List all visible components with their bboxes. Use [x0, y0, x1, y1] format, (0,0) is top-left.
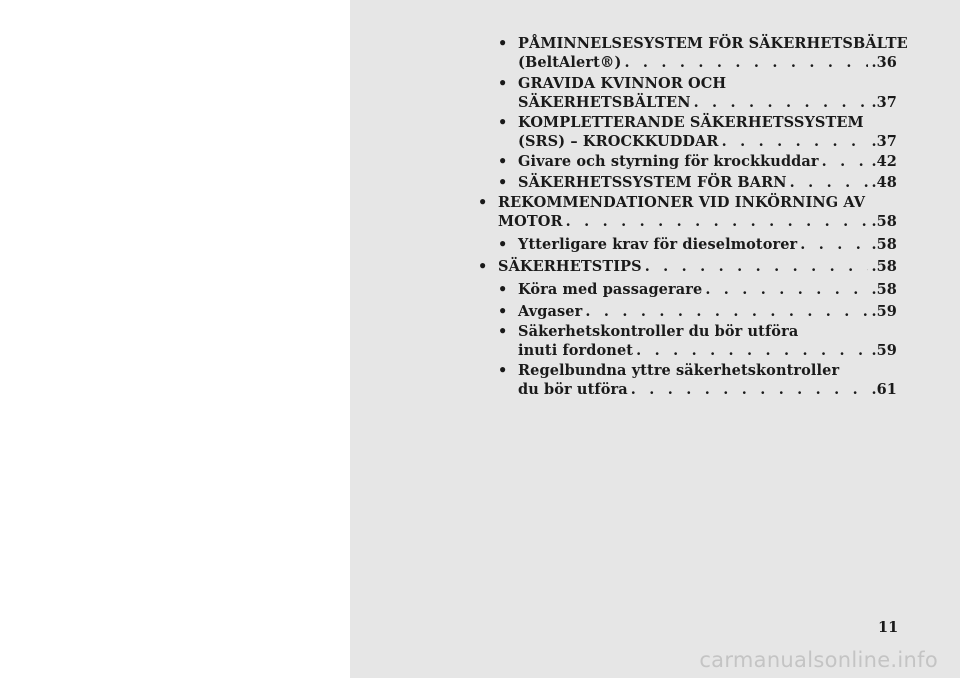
toc-entry-title: Avgaser: [518, 303, 583, 320]
toc-entry-passagerare[interactable]: [500, 280, 897, 299]
dot-leader: [636, 341, 868, 360]
toc-page-number: .58: [871, 281, 897, 298]
dot-leader: [822, 152, 869, 171]
dot-leader: [705, 280, 868, 299]
toc-entry-kontroller-inuti[interactable]: [500, 322, 897, 360]
toc-entry-diesel[interactable]: [500, 235, 897, 254]
toc-entry-title: SÄKERHETSTIPS: [498, 258, 642, 275]
bullet-icon: •: [498, 114, 508, 131]
toc-entry-sakerhetstips[interactable]: [480, 257, 897, 276]
toc-entry-title-cont: inuti fordonet: [518, 342, 634, 359]
toc-panel: [350, 0, 960, 678]
toc-entry-srs[interactable]: [500, 113, 897, 151]
toc-entry-title-cont: MOTOR: [498, 213, 563, 230]
toc-entry-title-cont: du bör utföra: [518, 381, 628, 398]
toc-entry-title-cont: (BeltAlert®): [518, 54, 622, 71]
toc-entry-title: Givare och styrning för krockkuddar: [518, 153, 819, 170]
toc-entry-title: SÄKERHETSSYSTEM FÖR BARN: [518, 174, 787, 191]
toc-page-number: .61: [871, 381, 897, 398]
toc-page-number: .58: [871, 258, 897, 275]
dot-leader: [645, 257, 869, 276]
toc-entry-title-cont: (SRS) – KROCKKUDDAR: [518, 133, 719, 150]
toc-entry-title: REKOMMENDATIONER VID INKÖRNING AV: [498, 194, 866, 211]
toc-entry-avgaser[interactable]: [500, 302, 897, 321]
toc-entry-gravida[interactable]: [500, 74, 897, 112]
toc-entry-barn[interactable]: [500, 173, 897, 192]
dot-leader: [624, 53, 868, 72]
toc-page-number: .59: [871, 303, 897, 320]
toc-entry-title: Köra med passagerare: [518, 281, 703, 298]
bullet-icon: •: [498, 153, 508, 170]
watermark: carmanualsonline.info: [699, 648, 938, 672]
page-number: 11: [878, 619, 899, 636]
dot-leader: [585, 302, 868, 321]
toc-entry-beltalert[interactable]: [498, 34, 908, 72]
bullet-icon: •: [498, 323, 508, 340]
blank-left-margin: [0, 0, 350, 678]
toc-entry-title: Regelbundna yttre säkerhetskontroller: [518, 362, 840, 379]
toc-page-number: .42: [871, 153, 897, 170]
bullet-icon: •: [498, 281, 508, 298]
bullet-icon: •: [498, 75, 508, 92]
dot-leader: [566, 212, 869, 231]
toc-page-number: .37: [871, 94, 897, 111]
toc-entry-inkorning[interactable]: [480, 193, 897, 231]
dot-leader: [800, 235, 868, 254]
toc-entry-title: Säkerhetskontroller du bör utföra: [518, 323, 799, 340]
toc-entry-title: KOMPLETTERANDE SÄKERHETSSYSTEM: [518, 114, 864, 131]
dot-leader: [631, 380, 869, 399]
bullet-icon: •: [498, 174, 508, 191]
toc-entry-title: GRAVIDA KVINNOR OCH: [518, 75, 727, 92]
table-of-contents: [350, 0, 960, 420]
toc-page-number: .59: [871, 342, 897, 359]
bullet-icon: •: [478, 258, 488, 275]
toc-page-number: .48: [871, 174, 897, 191]
toc-entry-givare[interactable]: [500, 152, 897, 171]
toc-entry-yttre-kontroller[interactable]: [500, 361, 897, 399]
toc-page-number: .58: [871, 213, 897, 230]
bullet-icon: •: [478, 194, 488, 211]
toc-page-number: .58: [871, 236, 897, 253]
bullet-icon: •: [498, 362, 508, 379]
dot-leader: [790, 173, 869, 192]
dot-leader: [722, 132, 869, 151]
toc-entry-title: Ytterligare krav för dieselmotorer: [518, 236, 798, 253]
toc-entry-title: PÅMINNELSESYSTEM FÖR SÄKERHETSBÄLTE: [518, 35, 908, 52]
toc-page-number: .37: [871, 133, 897, 150]
bullet-icon: •: [498, 303, 508, 320]
toc-entry-title-cont: SÄKERHETSBÄLTEN: [518, 94, 691, 111]
bullet-icon: •: [498, 35, 508, 52]
dot-leader: [694, 93, 869, 112]
toc-page-number: .36: [871, 54, 897, 71]
bullet-icon: •: [498, 236, 508, 253]
